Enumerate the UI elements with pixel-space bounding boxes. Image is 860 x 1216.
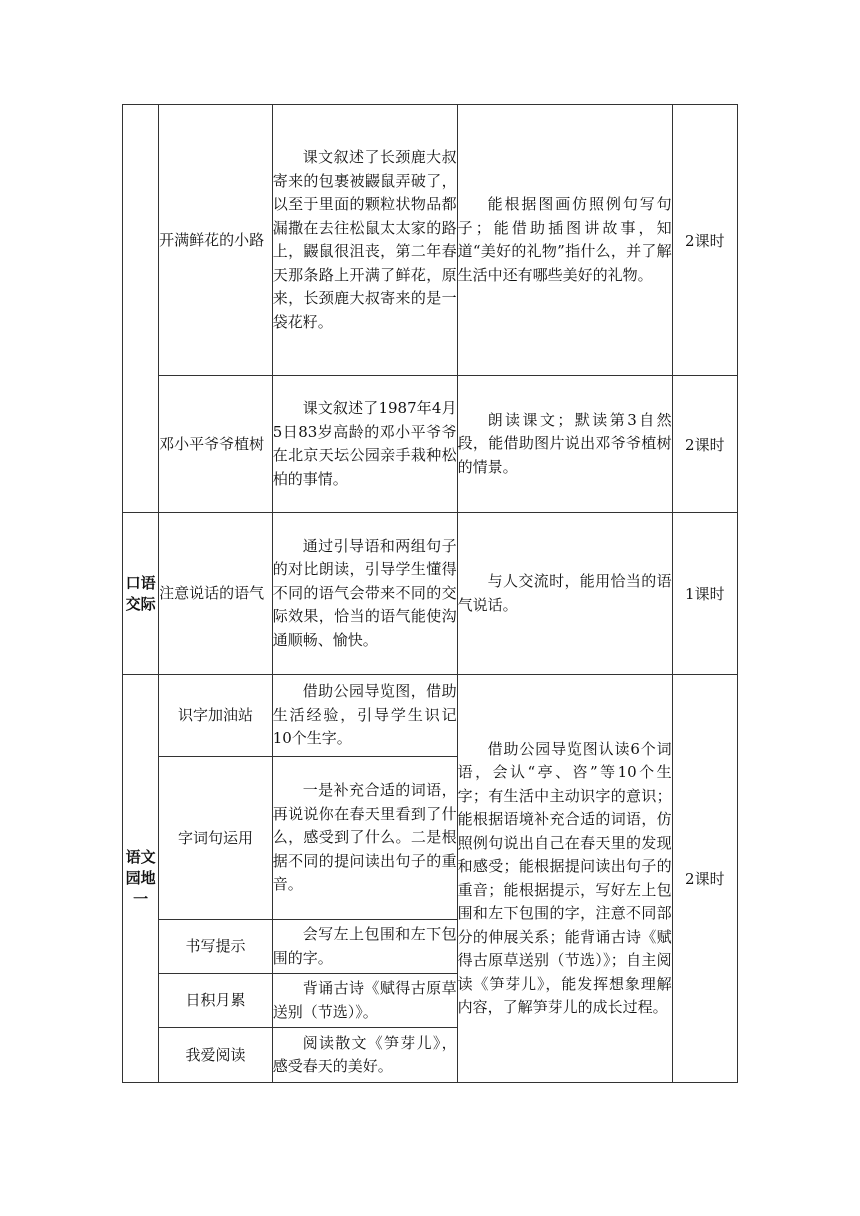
- lesson-summary: 课文叙述了长颈鹿大叔寄来的包裹被鼹鼠弄破了，以至于里面的颗粒状物品都漏撒在去往松鼠太太家的路上，鼹鼠很沮丧，第二年春天那条路上开满了鲜花，原来，长颈鹿大叔寄来的是一袋花籽。: [272, 105, 457, 376]
- lesson-hours: 2课时: [672, 376, 737, 513]
- lesson-summary: 课文叙述了1987年4月5日83岁高龄的邓小平爷爷在北京天坛公园亲手栽种松柏的事情。: [272, 376, 457, 513]
- lesson-goal: 能根据图画仿照例句写句子；能借助插图讲故事，知道“美好的礼物”指什么，并了解生活中还有哪些美好的礼物。: [457, 105, 672, 376]
- lesson-name: 开满鲜花的小路: [159, 105, 273, 376]
- section-title: 口语交际: [123, 513, 159, 675]
- lesson-hours: 2课时: [672, 105, 737, 376]
- lesson-name: 识字加油站: [159, 675, 273, 757]
- lesson-hours: 1课时: [672, 513, 737, 675]
- lesson-goal: 与人交流时，能用恰当的语气说话。: [457, 513, 672, 675]
- lesson-hours: 2课时: [672, 675, 737, 1083]
- teaching-plan-table: [122, 104, 738, 1083]
- lesson-summary: 一是补充合适的词语，再说说你在春天里看到了什么，感受到了什么。二是根据不同的提问读出句子的重音。: [272, 757, 457, 920]
- section-title: 语文园地一: [123, 675, 159, 1083]
- lesson-name: 书写提示: [159, 920, 273, 974]
- lesson-name: 注意说话的语气: [159, 513, 273, 675]
- lesson-name: 邓小平爷爷植树: [159, 376, 273, 513]
- table-row: [123, 376, 738, 513]
- lesson-goal: 借助公园导览图认读6个词语，会认“亭、咨”等10个生字；有生活中主动识字的意识；能根据语境补充合适的词语，仿照例句说出自己在春天里的发现和感受；能根据提问读出句子的重音；能根据提示，写好左上包围和左下包围的字，注意不同部分的伸展关系；能背诵古诗《赋得古原草送别（节选）》；自主阅读《笋芽儿》，能发挥想象理解内容，了解笋芽儿的成长过程。: [457, 675, 672, 1083]
- table-row: [123, 105, 738, 376]
- lesson-summary: 阅读散文《笋芽儿》，感受春天的美好。: [272, 1028, 457, 1083]
- lesson-summary: 借助公园导览图，借助生活经验，引导学生识记10个生字。: [272, 675, 457, 757]
- table-row: [123, 675, 738, 757]
- lesson-summary: 通过引导语和两组句子的对比朗读，引导学生懂得不同的语气会带来不同的交际效果，恰当的语气能使沟通顺畅、愉快。: [272, 513, 457, 675]
- lesson-name: 日积月累: [159, 974, 273, 1028]
- lesson-name: 我爱阅读: [159, 1028, 273, 1083]
- lesson-summary: 会写左上包围和左下包围的字。: [272, 920, 457, 974]
- lesson-summary: 背诵古诗《赋得古原草送别（节选）》。: [272, 974, 457, 1028]
- lesson-name: 字词句运用: [159, 757, 273, 920]
- table-row: [123, 513, 738, 675]
- lesson-goal: 朗读课文；默读第3自然段，能借助图片说出邓爷爷植树的情景。: [457, 376, 672, 513]
- section-cell-empty: [123, 105, 159, 513]
